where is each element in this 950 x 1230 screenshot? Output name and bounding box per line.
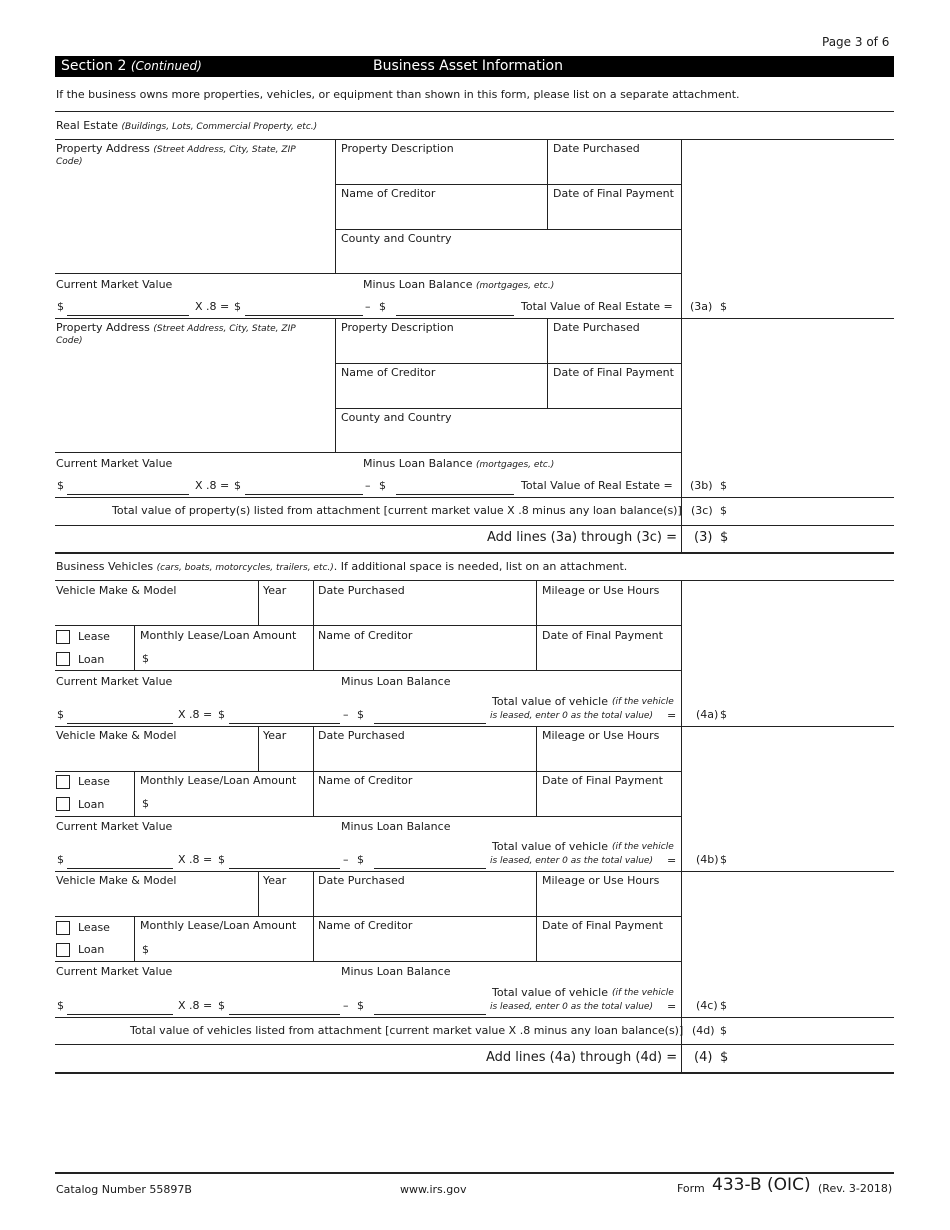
monthly-amount-label: Monthly Lease/Loan Amount bbox=[140, 919, 297, 932]
minus-sign: – bbox=[343, 853, 349, 866]
monthly-amount-label: Monthly Lease/Loan Amount bbox=[140, 774, 297, 787]
times-08-label: X .8 = bbox=[178, 853, 213, 866]
times-08-label: X .8 = bbox=[178, 708, 213, 721]
minus-loan-balance-text: Minus Loan Balance bbox=[363, 457, 473, 470]
section-number: Section 2 bbox=[61, 58, 127, 74]
divider bbox=[335, 318, 336, 452]
divider bbox=[55, 552, 894, 554]
dollar-sign: $ bbox=[57, 999, 64, 1012]
divider bbox=[335, 184, 681, 185]
divider bbox=[134, 916, 135, 961]
minus-sign: – bbox=[343, 708, 349, 721]
dollar-sign: $ bbox=[218, 853, 225, 866]
market-value-field[interactable] bbox=[67, 315, 189, 316]
market-value-field[interactable] bbox=[67, 723, 173, 724]
monthly-amount-label: Monthly Lease/Loan Amount bbox=[140, 629, 297, 642]
line-4d-dollar[interactable]: $ bbox=[720, 1024, 727, 1037]
form-number: 433-B (OIC) bbox=[712, 1175, 811, 1195]
divider bbox=[258, 726, 259, 771]
minus-loan-note: (mortgages, etc.) bbox=[475, 460, 555, 470]
mileage-label: Mileage or Use Hours bbox=[542, 729, 660, 742]
property-address-note-2: Code) bbox=[56, 336, 83, 346]
divider bbox=[55, 961, 681, 962]
vehicles-heading-tail: . If additional space is needed, list on an attachment. bbox=[333, 560, 628, 573]
loan-balance-field[interactable] bbox=[374, 1014, 486, 1015]
catalog-number: Catalog Number 55897B bbox=[56, 1183, 192, 1196]
line-4a-dollar[interactable]: $ bbox=[720, 708, 727, 721]
loan-balance-field[interactable] bbox=[396, 315, 514, 316]
property-description-label: Property Description bbox=[341, 321, 454, 334]
minus-sign: – bbox=[343, 999, 349, 1012]
adjusted-value-field[interactable] bbox=[229, 868, 340, 869]
divider bbox=[681, 726, 682, 871]
mileage-label: Mileage or Use Hours bbox=[542, 874, 660, 887]
loan-checkbox[interactable] bbox=[56, 943, 70, 957]
loan-checkbox[interactable] bbox=[56, 652, 70, 666]
total-value-note: (if the vehicle bbox=[612, 988, 674, 998]
current-market-value-label: Current Market Value bbox=[56, 278, 173, 291]
divider bbox=[55, 273, 681, 274]
real-estate-heading-note: (Buildings, Lots, Commercial Property, etc.) bbox=[121, 122, 318, 132]
property-address-note: (Street Address, City, State, ZIP bbox=[153, 324, 296, 334]
property-address-text: Property Address bbox=[56, 321, 150, 334]
dollar-sign: $ bbox=[234, 300, 241, 313]
year-label: Year bbox=[263, 874, 287, 887]
year-label: Year bbox=[263, 729, 287, 742]
name-of-creditor-label: Name of Creditor bbox=[318, 774, 413, 787]
line-3-label: (3) bbox=[694, 530, 713, 545]
divider bbox=[55, 816, 681, 817]
divider bbox=[55, 625, 681, 626]
adjusted-value-field[interactable] bbox=[245, 315, 363, 316]
dollar-sign: $ bbox=[379, 479, 386, 492]
minus-loan-balance-label: Minus Loan Balance bbox=[341, 675, 451, 688]
date-final-payment-label: Date of Final Payment bbox=[542, 919, 663, 932]
divider bbox=[258, 580, 259, 625]
line-4-dollar[interactable]: $ bbox=[720, 1050, 729, 1065]
date-final-payment-label: Date of Final Payment bbox=[553, 366, 674, 379]
times-08-label: X .8 = bbox=[195, 479, 230, 492]
divider bbox=[55, 525, 894, 526]
monthly-amount-dollar[interactable]: $ bbox=[142, 797, 149, 810]
line-4-label: (4) bbox=[694, 1050, 713, 1065]
add-lines-3-label: Add lines (3a) through (3c) = bbox=[487, 530, 677, 545]
divider bbox=[55, 726, 894, 727]
current-market-value-label: Current Market Value bbox=[56, 820, 173, 833]
divider bbox=[55, 670, 681, 671]
total-value-label: Total value of vehicle bbox=[492, 986, 609, 999]
name-of-creditor-label: Name of Creditor bbox=[341, 366, 436, 379]
real-estate-heading bbox=[56, 119, 317, 134]
lease-checkbox[interactable] bbox=[56, 775, 70, 789]
monthly-amount-dollar[interactable]: $ bbox=[142, 943, 149, 956]
divider bbox=[55, 771, 681, 772]
total-value-label: Total value of vehicle bbox=[492, 840, 609, 853]
market-value-field[interactable] bbox=[67, 494, 189, 495]
divider bbox=[55, 111, 894, 112]
times-08-label: X .8 = bbox=[195, 300, 230, 313]
property-address-note-2: Code) bbox=[56, 157, 83, 167]
lease-label: Lease bbox=[78, 775, 110, 788]
section-label bbox=[61, 58, 202, 74]
line-3c-label: (3c) bbox=[691, 504, 713, 517]
market-value-field[interactable] bbox=[67, 1014, 173, 1015]
loan-balance-field[interactable] bbox=[374, 723, 486, 724]
dollar-sign: $ bbox=[218, 999, 225, 1012]
minus-sign: – bbox=[365, 300, 371, 313]
date-purchased-label: Date Purchased bbox=[553, 142, 640, 155]
make-model-label: Vehicle Make & Model bbox=[56, 584, 177, 597]
dollar-sign: $ bbox=[57, 479, 64, 492]
divider bbox=[55, 452, 681, 453]
intro-text: If the business owns more properties, vehicles, or equipment than shown in this form, please list on a separate attachment. bbox=[56, 88, 740, 101]
line-3c-dollar[interactable]: $ bbox=[720, 504, 727, 517]
loan-label: Loan bbox=[78, 798, 105, 811]
line-3b-dollar[interactable]: $ bbox=[720, 479, 727, 492]
section-title: Business Asset Information bbox=[373, 58, 563, 74]
mileage-label: Mileage or Use Hours bbox=[542, 584, 660, 597]
divider bbox=[55, 1044, 894, 1045]
lease-label: Lease bbox=[78, 630, 110, 643]
property-description-label: Property Description bbox=[341, 142, 454, 155]
loan-balance-field[interactable] bbox=[396, 494, 514, 495]
line-4c-dollar[interactable]: $ bbox=[720, 999, 727, 1012]
divider bbox=[681, 318, 682, 553]
vehicles-heading-label: Business Vehicles bbox=[56, 560, 154, 573]
real-estate-heading-label: Real Estate bbox=[56, 119, 119, 132]
divider bbox=[134, 771, 135, 816]
form-revision: (Rev. 3-2018) bbox=[818, 1182, 893, 1195]
lease-label: Lease bbox=[78, 921, 110, 934]
total-value-label: Total value of vehicle bbox=[492, 695, 609, 708]
dollar-sign: $ bbox=[218, 708, 225, 721]
loan-label: Loan bbox=[78, 943, 105, 956]
line-4c-label: (4c) bbox=[696, 999, 718, 1012]
divider bbox=[55, 497, 894, 498]
property-attachment-text: Total value of property(s) listed from attachment [current market value X .8 minus any loan balance(s)] bbox=[112, 504, 682, 517]
add-lines-4-label: Add lines (4a) through (4d) = bbox=[486, 1050, 678, 1065]
divider bbox=[681, 139, 682, 318]
loan-checkbox[interactable] bbox=[56, 797, 70, 811]
minus-loan-balance-label: Minus Loan Balance bbox=[341, 820, 451, 833]
property-address-label bbox=[56, 321, 296, 336]
line-3b-label: (3b) bbox=[690, 479, 713, 492]
line-4b-label: (4b) bbox=[696, 853, 719, 866]
minus-loan-note: (mortgages, etc.) bbox=[475, 281, 555, 291]
minus-loan-balance-text: Minus Loan Balance bbox=[363, 278, 473, 291]
dollar-sign: $ bbox=[57, 853, 64, 866]
divider bbox=[335, 139, 336, 273]
divider bbox=[55, 1072, 894, 1074]
line-4a-label: (4a) bbox=[696, 708, 719, 721]
lease-checkbox[interactable] bbox=[56, 630, 70, 644]
date-final-payment-label: Date of Final Payment bbox=[542, 774, 663, 787]
current-market-value-label: Current Market Value bbox=[56, 675, 173, 688]
minus-loan-balance-label: Minus Loan Balance bbox=[341, 965, 451, 978]
divider bbox=[55, 916, 681, 917]
date-final-payment-label: Date of Final Payment bbox=[553, 187, 674, 200]
current-market-value-label: Current Market Value bbox=[56, 965, 173, 978]
equals-sign: = bbox=[667, 854, 677, 867]
divider bbox=[55, 871, 894, 872]
county-country-label: County and Country bbox=[341, 232, 452, 245]
divider bbox=[335, 408, 681, 409]
date-purchased-label: Date Purchased bbox=[318, 874, 405, 887]
dollar-sign: $ bbox=[234, 479, 241, 492]
dollar-sign: $ bbox=[357, 853, 364, 866]
name-of-creditor-label: Name of Creditor bbox=[318, 919, 413, 932]
website[interactable]: www.irs.gov bbox=[400, 1183, 467, 1196]
minus-sign: – bbox=[365, 479, 371, 492]
property-address-note: (Street Address, City, State, ZIP bbox=[153, 145, 296, 155]
loan-balance-field[interactable] bbox=[374, 868, 486, 869]
adjusted-value-field[interactable] bbox=[245, 494, 363, 495]
divider bbox=[335, 229, 681, 230]
divider bbox=[258, 871, 259, 916]
line-3a-dollar[interactable]: $ bbox=[720, 300, 727, 313]
divider bbox=[55, 1017, 894, 1018]
total-value-note-2: is leased, enter 0 as the total value) bbox=[490, 711, 653, 721]
name-of-creditor-label: Name of Creditor bbox=[341, 187, 436, 200]
dollar-sign: $ bbox=[57, 300, 64, 313]
page-number: Page 3 of 6 bbox=[822, 35, 890, 49]
county-country-label: County and Country bbox=[341, 411, 452, 424]
line-3-dollar[interactable]: $ bbox=[720, 530, 729, 545]
lease-checkbox[interactable] bbox=[56, 921, 70, 935]
market-value-field[interactable] bbox=[67, 868, 173, 869]
divider bbox=[55, 580, 894, 581]
divider bbox=[55, 139, 894, 140]
divider bbox=[681, 580, 682, 726]
divider bbox=[55, 318, 894, 319]
total-value-note: (if the vehicle bbox=[612, 842, 674, 852]
minus-loan-balance-label bbox=[363, 278, 554, 293]
property-address-text: Property Address bbox=[56, 142, 150, 155]
divider bbox=[335, 363, 681, 364]
property-address-label bbox=[56, 142, 296, 157]
adjusted-value-field[interactable] bbox=[229, 723, 340, 724]
total-value-label: Total Value of Real Estate = bbox=[521, 479, 673, 492]
dollar-sign: $ bbox=[379, 300, 386, 313]
monthly-amount-dollar[interactable]: $ bbox=[142, 652, 149, 665]
dollar-sign: $ bbox=[57, 708, 64, 721]
date-purchased-label: Date Purchased bbox=[553, 321, 640, 334]
section-continued: (Continued) bbox=[130, 59, 202, 73]
date-purchased-label: Date Purchased bbox=[318, 584, 405, 597]
loan-label: Loan bbox=[78, 653, 105, 666]
divider bbox=[134, 625, 135, 670]
dollar-sign: $ bbox=[357, 708, 364, 721]
vehicles-heading-note: (cars, boats, motorcycles, trailers, etc.) bbox=[156, 563, 334, 573]
total-value-label: Total Value of Real Estate = bbox=[521, 300, 673, 313]
date-purchased-label: Date Purchased bbox=[318, 729, 405, 742]
equals-sign: = bbox=[667, 709, 677, 722]
adjusted-value-field[interactable] bbox=[229, 1014, 340, 1015]
line-4b-dollar[interactable]: $ bbox=[720, 853, 727, 866]
total-value-note-2: is leased, enter 0 as the total value) bbox=[490, 1002, 653, 1012]
name-of-creditor-label: Name of Creditor bbox=[318, 629, 413, 642]
times-08-label: X .8 = bbox=[178, 999, 213, 1012]
make-model-label: Vehicle Make & Model bbox=[56, 874, 177, 887]
dollar-sign: $ bbox=[357, 999, 364, 1012]
total-value-note-2: is leased, enter 0 as the total value) bbox=[490, 856, 653, 866]
vehicles-heading bbox=[56, 560, 627, 575]
line-4d-label: (4d) bbox=[692, 1024, 715, 1037]
vehicles-attachment-text: Total value of vehicles listed from attachment [current market value X .8 minus any loan balance(s)] bbox=[130, 1024, 684, 1037]
form-label: Form bbox=[677, 1182, 705, 1195]
total-value-note: (if the vehicle bbox=[612, 697, 674, 707]
minus-loan-balance-label bbox=[363, 457, 554, 472]
year-label: Year bbox=[263, 584, 287, 597]
current-market-value-label: Current Market Value bbox=[56, 457, 173, 470]
footer-rule bbox=[55, 1172, 894, 1174]
equals-sign: = bbox=[667, 1000, 677, 1013]
line-3a-label: (3a) bbox=[690, 300, 713, 313]
make-model-label: Vehicle Make & Model bbox=[56, 729, 177, 742]
date-final-payment-label: Date of Final Payment bbox=[542, 629, 663, 642]
